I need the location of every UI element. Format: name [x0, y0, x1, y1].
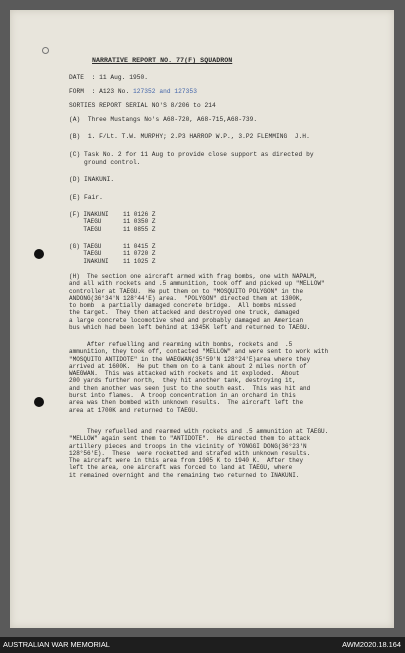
section-b: (B) 1. F/Lt. T.W. MURPHY; 2.P3 HARROP W.P., 3.P2 FLEMMING J.H. — [69, 133, 310, 140]
footer-institution: AUSTRALIAN WAR MEMORIAL — [3, 640, 110, 649]
section-e: (E) Fair. — [69, 194, 103, 201]
form-numbers: 127352 and 127353 — [132, 88, 197, 95]
form-label: FORM : A123 No. — [69, 88, 133, 95]
footer-accession-number: AWM2020.18.164 — [342, 640, 401, 649]
section-f-times: (F) INAKUNI 11 0126 Z TAEGU 11 0350 Z TAEGU 11 0855 Z — [69, 211, 156, 233]
section-c-line2: ground control. — [69, 159, 141, 166]
section-g-times: (G) TAEGU 11 0415 Z TAEGU 11 0720 Z INAKUNI 11 1025 Z — [69, 243, 156, 265]
narrative-paragraph-3: They refuelled and rearmed with rockets and .5 ammunition at TAEGU. "MELLOW" again sent them to "ANTIDOTE". He directed them to attack artillery pieces and troops in the vicinity of YONGGI DONG(36°23'N 128°56'E). These were rocketted and strafed with unknown results. The aircraft were in this area from 1905 K to 1940 K. After they left the area, one aircraft was forced to land at TAEGU, where it remained overnight and the remaining two returned to INAKUNI. — [69, 428, 329, 479]
punch-hole-top — [34, 249, 44, 259]
section-h-paragraph: (H) The section one aircraft armed with frag bombs, one with NAPALM, and all with rockets and .5 ammunition, took off and picked up "MELLOW" controller at TAEGU. He put them on to "MOSQUITO POLYGON" in the ANDONG(36°34'N 128°44'E) area. "POLYGON" directed them at 1300K, to bomb a partially damaged concrete bridge. All bombs missed the target. They then attacked and destroyed one truck, damaged a large concrete locomotive shed and probably damaged an American bus which had been left behind at 1345K left and returned to TAEGU. — [69, 273, 325, 332]
date-line: DATE : 11 Aug. 1950. — [69, 74, 149, 81]
narrative-paragraph-2: After refuelling and rearming with bombs, rockets and .5 ammunition, they took off, contacted "MELLOW" and were sent to work with "MOSQUITO ANTIDOTE" in the WAEGWAN(35°59'N 128°24'E)area where they arrived at 1600K. He put them on to a tank about 2 miles north of WAEGWAN. This was attacked with rockets and it exploded. About 200 yards further north, they hit another tank, destroying it, and then another was seen just to the south east. This was hit and burst into flames. A troop concentration in an orchard in this area was then bombed with unknown results. The aircraft left the area at 1700K and returned to TAEGU. — [69, 341, 329, 414]
sorties-line: SORTIES REPORT SERIAL NO'S 8/206 to 214 — [69, 102, 216, 109]
section-c-line1: (C) Task No. 2 for 11 Aug to provide close support as directed by — [69, 151, 314, 158]
form-line — [69, 88, 197, 96]
report-heading: NARRATIVE REPORT NO. 77(F) SQUADRON — [92, 57, 233, 64]
document-page — [10, 10, 394, 628]
staple-mark — [42, 47, 49, 54]
section-d: (D) INAKUNI. — [69, 176, 115, 183]
footer-bar — [0, 637, 405, 653]
section-a: (A) Three Mustangs No's A68-720, A68-715,A68-739. — [69, 116, 258, 123]
punch-hole-bottom — [34, 397, 44, 407]
